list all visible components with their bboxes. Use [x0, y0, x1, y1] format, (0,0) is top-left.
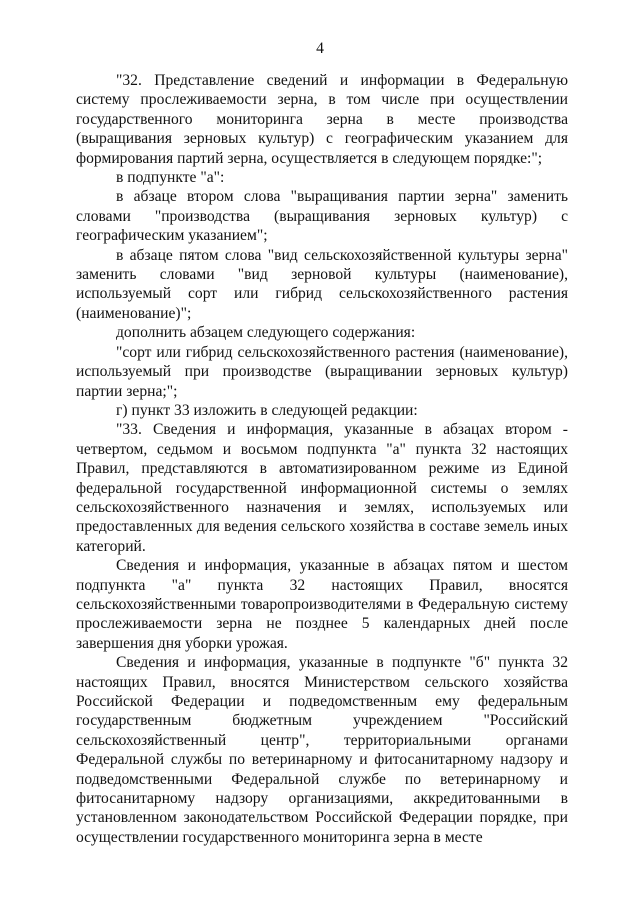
paragraph-second-abzac: в абзаце втором слова "выращивания партии зерна" заменить словами "производства (выращивания зерновых культур) с географическим указанием"; [76, 188, 572, 245]
page-number: 4 [316, 40, 324, 57]
paragraph-subpoint-a: в подпункте "а": [116, 169, 225, 187]
document-body [76, 71, 572, 847]
paragraph-item-32-intro: "32. Представление сведений и информации в Федеральную систему прослеживаемости зерна, в том числе при осуществлении государственного мониторинга зерна в месте производства (выращивания зерновых культур) с географическим указанием для формирования партий зерна, осуществляется в следующем порядке:"; [76, 72, 572, 167]
paragraph-subpoint-b: Сведения и информация, указанные в подпункте "б" пункта 32 настоящих Правил, вносятся Министерством сельского хозяйства Российской Федерации и подведомственным ему федеральным государственным бюджетным учреждением "Российский сельскохозяйственный центр", территориальными органами Федеральной службы по ветеринарному и фитосанитарному надзору и подведомственными Федеральной службе по ветеринарному и фитосанитарному надзору организациями, аккредитованными в установленном законодательством Российской Федерации порядке, при осуществлении государственного мониторинга зерна в месте [76, 654, 572, 846]
paragraph-fifth-sixth: Сведения и информация, указанные в абзацах пятом и шестом подпункта "а" пункта 32 настоящих Правил, вносятся сельскохозяйственными товаропроизводителями в Федеральную систему прослеживаемости зерна не позднее 5 календарных дней после завершения дня уборки урожая. [76, 557, 572, 652]
paragraph-sort-hybrid: "сорт или гибрид сельскохозяйственного растения (наименование), используемый при производстве (выращивании зерновых культур) партии зерна;"; [76, 343, 572, 400]
paragraph-item-33-header: г) пункт 33 изложить в следующей редакции: [116, 401, 418, 419]
paragraph-fifth-abzac: в абзаце пятом слова "вид сельскохозяйственной культуры зерна" заменить словами "вид зерновой культуры (наименование), используемый сорт или гибрид сельскохозяйственного растения (наименование)"; [76, 246, 572, 322]
paragraph-item-33-text: "33. Сведения и информация, указанные в абзацах втором - четвертом, седьмом и восьмом подпункта "а" пункта 32 настоящих Правил, представляются в автоматизированном режиме из Единой федеральной государственной информационной системы о землях сельскохозяйственного назначения и землях, используемых или предоставленных для ведения сельского хозяйства в составе земель иных категорий. [76, 421, 572, 555]
paragraph-add-abzac: дополнить абзацем следующего содержания: [116, 324, 416, 342]
